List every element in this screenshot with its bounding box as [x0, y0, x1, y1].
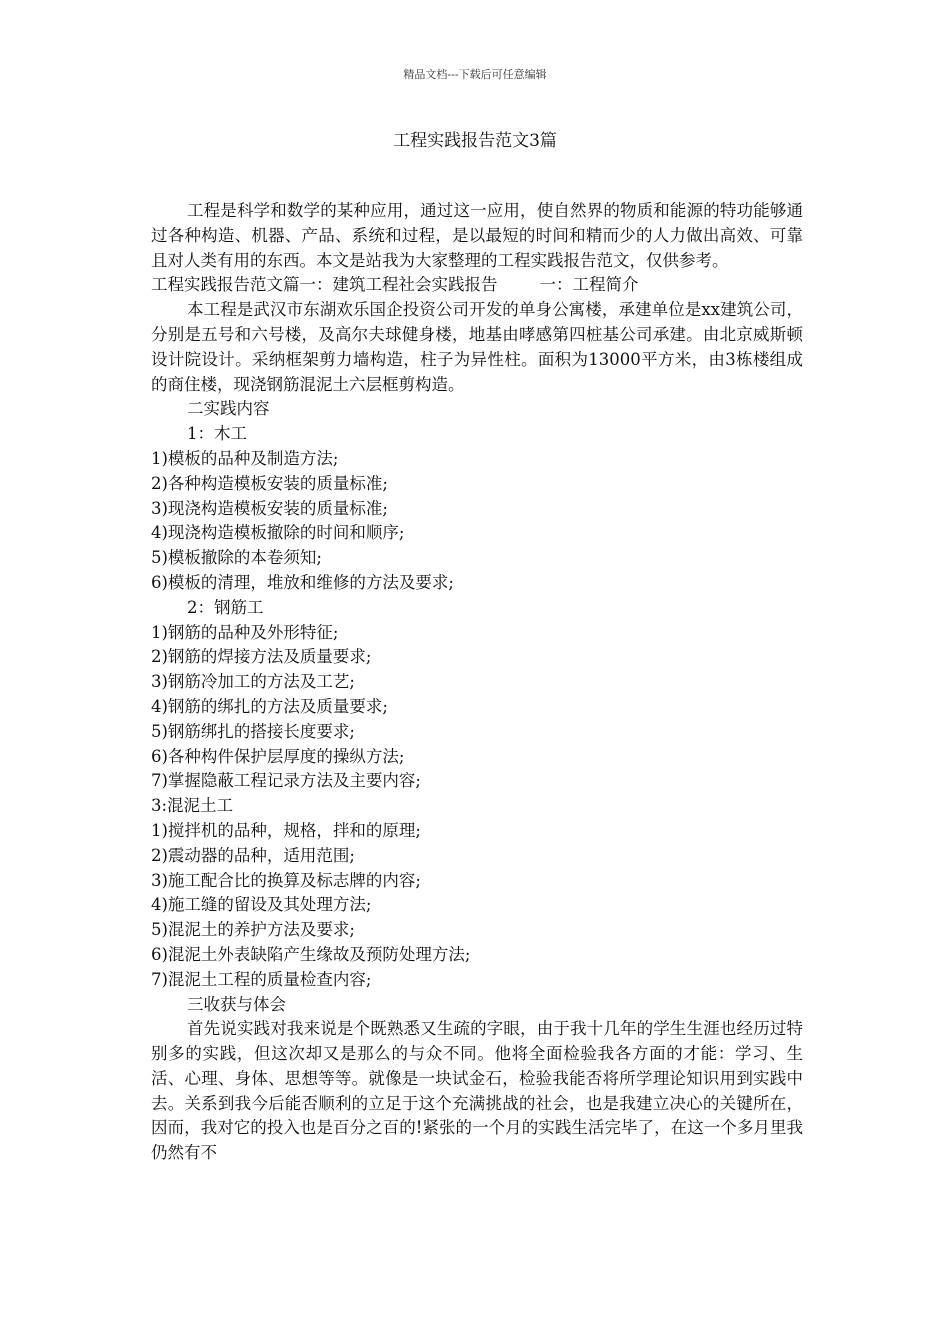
- list-item: 4)施工缝的留设及其处理方法;: [151, 895, 372, 915]
- document-body: [151, 199, 803, 1166]
- harvest-heading: 三收获与体会: [187, 994, 286, 1014]
- list-item: 1)钢筋的品种及外形特征;: [151, 622, 339, 642]
- intro-paragraph: 工程是科学和数学的某种应用，通过这一应用，使自然界的物质和能源的特功能够通过各种构造、机器、产品、系统和过程，是以最短的时间和精而少的人力做出高效、可靠且对人类有用的东西。本文是站我为大家整理的工程实践报告范文，仅供参考。: [151, 201, 803, 270]
- list-item: 2)各种构造模板安装的质量标准;: [151, 473, 388, 493]
- list-item: 4)钢筋的绑扎的方法及质量要求;: [151, 696, 388, 716]
- list-item: 4)现浇构造模板撤除的时间和顺序;: [151, 523, 405, 543]
- list-item: 1)模板的品种及制造方法;: [151, 448, 339, 468]
- list-item: 6)各种构件保护层厚度的操纵方法;: [151, 746, 405, 766]
- list-item: 5)混泥土的养护方法及要求;: [151, 920, 355, 940]
- rebar-heading: 2：钢筋工: [187, 597, 264, 617]
- list-item: 2)钢筋的焊接方法及质量要求;: [151, 647, 372, 667]
- project-intro-paragraph: 本工程是武汉市东湖欢乐国企投资公司开发的单身公寓楼，承建单位是xx建筑公司，分别是五号和六号楼，及高尔夫球健身楼，地基由哮感第四桩基公司承建。由北京威斯顿设计院设计。采纳框架剪力墙构造，柱子为异性柱。面积为13000平方米，由3栋楼组成的商住楼，现浇钢筋混泥土六层框剪构造。: [151, 300, 803, 394]
- list-item: 3)钢筋冷加工的方法及工艺;: [151, 672, 355, 692]
- list-item: 7)混泥土工程的质量检查内容;: [151, 969, 372, 989]
- practice-heading: 二实践内容: [187, 399, 270, 419]
- header-note: 精品文档---下载后可任意编辑: [403, 68, 547, 81]
- carpentry-heading: 1：木工: [187, 424, 247, 444]
- list-item: 2)震动器的品种，适用范围;: [151, 845, 355, 865]
- list-item: 6)混泥土外表缺陷产生缘故及预防处理方法;: [151, 944, 471, 964]
- list-item: 7)掌握隐蔽工程记录方法及主要内容;: [151, 771, 421, 791]
- list-item: 5)模板撤除的本卷须知;: [151, 548, 322, 568]
- concrete-heading: 3:混泥土工: [151, 796, 234, 816]
- document-title: 工程实践报告范文3篇: [393, 131, 557, 151]
- list-item: 3)施工配合比的换算及标志牌的内容;: [151, 870, 421, 890]
- list-item: 6)模板的清理，堆放和维修的方法及要求;: [151, 572, 454, 592]
- list-item: 3)现浇构造模板安装的质量标准;: [151, 498, 388, 518]
- list-item: 1)搅拌机的品种，规格，拌和的原理;: [151, 820, 421, 840]
- harvest-paragraph: 首先说实践对我来说是个既熟悉又生疏的字眼，由于我十几年的学生生涯也经历过特别多的实践，但这次却又是那么的与众不同。他将全面检验我各方面的才能：学习、生活、心理、身体、思想等等。就像是一块试金石，检验我能否将所学理论知识用到实践中去。关系到我今后能否顺利的立足于这个充满挑战的社会，也是我建立决心的关键所在，因而，我对它的投入也是百分之百的!紧张的一个月的实践生活完毕了，在这一个多月里我仍然有不: [151, 1019, 803, 1163]
- section-heading: 工程实践报告范文篇一：建筑工程社会实践报告 一：工程简介: [151, 275, 639, 295]
- list-item: 5)钢筋绑扎的搭接长度要求;: [151, 721, 355, 741]
